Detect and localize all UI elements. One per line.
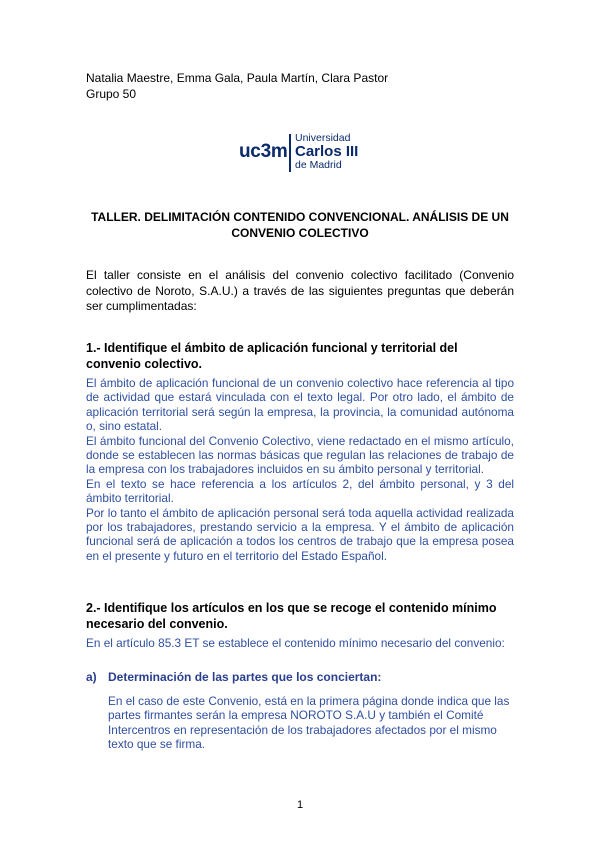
page-number: 1 [296,799,304,811]
group-number: Grupo 50 [86,87,137,101]
question-2-answer: En el artículo 85.3 ET se establece el contenido mínimo necesario del convenio: [86,636,505,650]
logo-divider [289,134,291,172]
logo-line-2: Carlos III [295,143,359,160]
authors-block [86,70,388,102]
subitem-a-title: Determinación de las partes que los conciertan: [108,670,382,684]
university-logo [239,131,369,175]
answer-paragraph: Por lo tanto el ámbito de aplicación personal será toda aquella actividad realizada por los trabajadores, prestando servicio a la empresa. Y el ámbito de aplicación funcional será de aplicación a todos los centros de trabajo que la empresa posea en el presente y futuro en el territorio del Estado Español. [86,505,514,563]
question-1-heading: 1.- Identifique el ámbito de aplicación funcional y territorial del convenio colectivo. [86,341,458,371]
answer-paragraph: El ámbito de aplicación funcional de un convenio colectivo hace referencia al tipo de actividad que estará vinculada con el texto legal. Por otro lado, el ámbito de aplicación territorial será según la empresa, la provincia, la comunidad autónoma o, sino estatal. [86,376,514,434]
title-line-2: CONVENIO COLECTIVO [231,226,369,240]
logo-line-3: de Madrid [295,159,342,171]
answer-paragraph: En el texto se hace referencia a los artículos 2, del ámbito personal, y 3 del ámbito territorial. [86,476,514,506]
answer-paragraph: El ámbito funcional del Convenio Colectivo, viene redactado en el mismo artículo, donde se establecen las normas básicas que regulan las relaciones de trabajo de la empresa con los trabajadores incluidos en su ámbito personal y territorial. [86,433,514,477]
title-line-1: TALLER. DELIMITACIÓN CONTENIDO CONVENCIONAL. ANÁLISIS DE UN [91,210,509,224]
authors-names: Natalia Maestre, Emma Gala, Paula Martín, Clara Pastor [86,71,389,85]
logo-mark: uc3m [239,141,288,162]
document-title [86,209,514,241]
subitem-a-text: En el caso de este Convenio, está en la primera página donde indica que las partes firmantes serán la empresa NOROTO S.A.U y también el Comité Intercentros en representación de los trabajadores afectados por el mismo texto que se firma. [108,694,510,752]
logo-line-1: Universidad [295,132,351,144]
subitem-a-heading [86,670,381,684]
subitem-a-label: a) [86,670,97,684]
question-2-heading: 2.- Identifique los artículos en los que se recoge el contenido mínimo necesario del convenio. [86,601,497,631]
intro-paragraph: El taller consiste en el análisis del convenio colectivo facilitado (Convenio colectivo de Noroto, S.A.U.) a través de las siguientes preguntas que deberán ser cumplimentadas: [86,268,514,314]
question-1-answer [86,376,514,563]
